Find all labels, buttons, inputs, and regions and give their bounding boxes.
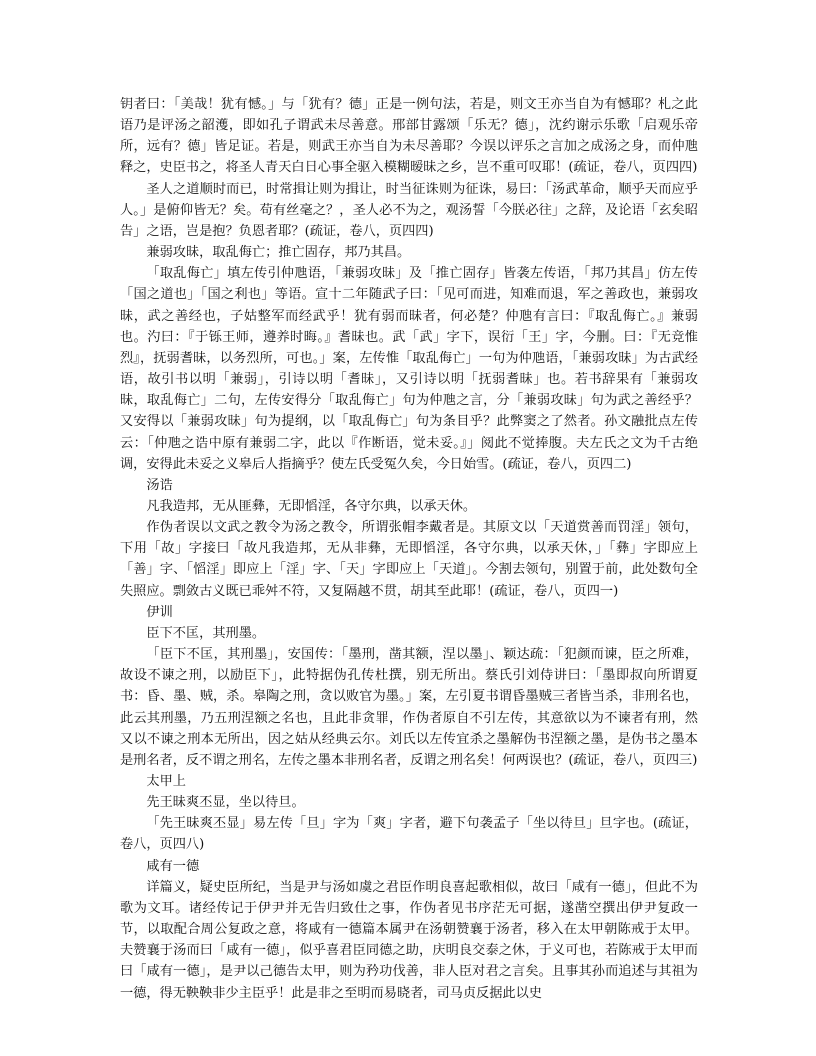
- section-heading-tai-jia: 太甲上: [146, 774, 186, 789]
- scripture-quote: 臣下不匡，其刑墨。: [146, 625, 266, 641]
- paragraph-commentary: 「取乱侮亡」填左传引仲虺语，「兼弱攻昧」及「推亡固存」皆袭左传语，「邦乃其昌」仿左传「国之道也」「国之利也」等语。宣十二年随武子曰：「见可而进，知难而退，军之善政也，兼弱攻昧，武之善经也，子姑整军而经武乎！犹有弱而昧者，何必楚？仲虺有言曰：『取乱侮亡。』兼弱也。汋曰：『于铄王师，遵养时晦。』耆昧也。武「武」字下，误衍「王」字，今删。曰：『无竞惟烈』，抚弱耆昧，以务烈所，可也。」案，左传惟「取乱侮亡」一句为仲虺语，「兼弱攻昧」为古武经语，故引书以明「兼弱」，引诗以明「耆昧」，又引诗以明「抚弱耆昧」也。若书辞果有「兼弱攻昧，取乱侮亡」二句，左传安得分「取乱侮亡」句为仲虺之言，分「兼弱攻昧」句为武之善经乎？又安得以「兼弱攻昧」句为提纲，以「取乱侮亡」句为条目乎？此弊窦之了然者。孙文融批点左传云：「仲虺之诰中原有兼弱二字，此以『作断语，觉未妥。』」阅此不觉捧腹。夫左氏之文为千古绝调，安得此未妥之义皋后人指摘乎？使左氏受冤久矣，今日始雪。(疏证，卷八，页四二): [120, 266, 698, 472]
- paragraph-commentary: 详篇义，疑史臣所纪，当是尹与汤如虞之君臣作明良喜起歌相似，故曰「咸有一德」，但此不为歌为文耳。诸经传记于伊尹并无告归致仕之事，作伪者见书序茫无可据，遂凿空撰出伊尹复政一节，以取配合周公复政之意，将咸有一德篇本属尹在汤朝赞襄于汤者，移入在太甲朝陈戒于太甲。夫赞襄于汤而曰「咸有一德」，似乎喜君臣同德之助，庆明良交泰之休，于义可也，若陈戒于太甲而曰「咸有一德」，是尹以己德告太甲，则为矜功伐善，非人臣对君之言矣。且事其孙而追述与其祖为一德，得无鞅鞅非少主臣乎！此是非之至明而易晓者，司马贞反据此以史: [120, 879, 698, 1001]
- paragraph-commentary: 圣人之道顺时而已，时常揖让则为揖让，时当征诛则为征诛，易曰：「汤武革命，顺乎天而应乎人。」是俯仰皆无？矣。苟有丝毫之？，圣人必不为之，观汤誓「今朕必往」之辞，及论语「玄矣昭告」之语，岂是抱？负恩者耶？(疏证，卷八，页四四): [120, 181, 698, 239]
- section-heading-tang-gao: 汤诰: [146, 477, 173, 493]
- scripture-quote: 兼弱攻昧，取乱侮亡；推亡固存，邦乃其昌。: [146, 245, 411, 261]
- paragraph-commentary: 作伪者误以文武之教令为汤之教令，所谓张帽李戴者是。其原文以「天道赏善而罚淫」领句，下用「故」字接曰「故凡我造邦，无从非彝，无即慆淫，各守尔典，以承天休，」「彝」字即应上「善」字、「慆淫」即应上「淫」字、「天」字即应上「天道」。今割去领句，别置于前，此处数句全失照应。剽敛古义既已乖舛不符，又复隔越不贯，胡其至此耶！(疏证，卷八，页四一): [120, 520, 698, 599]
- paragraph-commentary: 「臣下不匡，其刑墨」，安国传：「墨刑，凿其额，涅以墨」、颖达疏：「犯颜而谏，臣之所难，故设不谏之刑，以励臣下」，此特据伪孔传杜撰，别无所出。蔡氏引刘侍讲曰：「墨即叔向所谓夏书：昏、墨、贼，杀。皋陶之刑，贪以败官为墨。」案，左引夏书谓昏墨贼三者皆当杀，非刑名也，此云其刑墨，乃五刑涅额之名也，且此非贪罪，作伪者原自不引左传，其意欲以为不谏者有刑，然又以不谏之刑本无所出，因之姑从经典云尔。刘氏以左传宜杀之墨解伪书涅额之墨，是伪书之墨本是刑名者，反不谓之刑名，左传之墨本非刑名者，反谓之刑名矣！何两误也？(疏证，卷八，页四三): [120, 647, 698, 768]
- section-heading-yi-xun: 伊训: [146, 604, 173, 620]
- scripture-quote: 凡我造邦，无从匪彝，无即慆淫，各守尔典，以承天休。: [146, 498, 477, 514]
- document-page: [120, 94, 698, 1004]
- section-heading-xian-you-yi-de: 咸有一德: [146, 858, 200, 874]
- paragraph-continuation: 钥者曰：「美哉！犹有憾。」与「犹有？德」正是一例句法，若是，则文王亦当自为有憾耶？札之此语乃是评汤之韶濩，即如孔子谓武未尽善意。邢部甘露颂「乐无？德」，沈约谢示乐歌「启观乐帝所，远有？德」皆足证。若是，则武王亦当自为未尽善耶？今误以评乐之言加之成汤之身，而仲虺释之，史臣书之，将圣人青天白日心事全驱入模糊暧昧之乡，岂不重可叹耶！(疏证，卷八，页四四): [120, 97, 698, 176]
- paragraph-commentary: 「先王昧爽丕显」易左传「旦」字为「爽」字者，避下句袭孟子「坐以待旦」旦字也。(疏证，卷八，页四八): [120, 816, 698, 853]
- scripture-quote: 先王昧爽丕显，坐以待旦。: [146, 795, 305, 811]
